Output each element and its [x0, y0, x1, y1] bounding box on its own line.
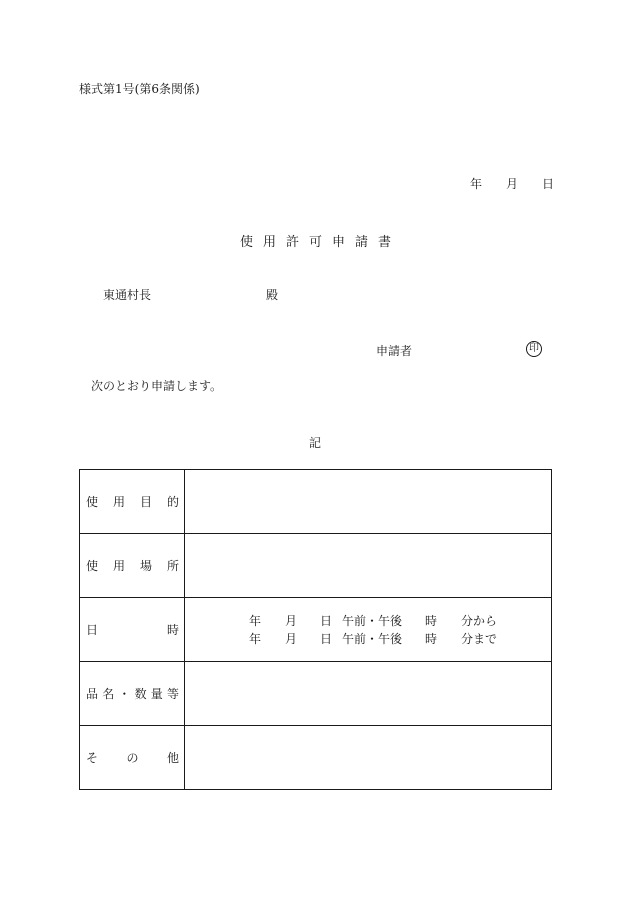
datetime-field[interactable]	[185, 598, 552, 662]
to-hour: 時	[425, 631, 438, 646]
location-field[interactable]	[185, 534, 552, 598]
label-char: の	[126, 751, 139, 765]
table-row	[80, 470, 552, 534]
label-char: ・	[118, 687, 131, 701]
from-month: 月	[285, 613, 298, 628]
to-year: 年	[249, 631, 262, 646]
label-char: 使	[86, 495, 99, 509]
to-ampm: 午前・午後	[342, 631, 403, 646]
location-label	[80, 534, 185, 598]
label-char: 的	[166, 495, 179, 509]
label-char: 日	[86, 623, 99, 637]
label-char: 数	[134, 687, 147, 701]
label-char: 名	[102, 687, 115, 701]
table-row	[80, 662, 552, 726]
date-day-label: 日	[542, 177, 555, 191]
form-number: 様式第1号(第6条関係)	[79, 82, 200, 96]
record-heading: 記	[309, 436, 322, 450]
seal-mark: 印	[526, 341, 542, 357]
label-char: 目	[139, 495, 152, 509]
datetime-label	[80, 598, 185, 662]
from-ampm: 午前・午後	[342, 613, 403, 628]
from-minute: 分から	[461, 613, 498, 628]
label-char: 用	[112, 495, 125, 509]
to-minute: 分まで	[461, 631, 498, 646]
date-line	[470, 175, 554, 192]
label-char: 時	[166, 623, 179, 637]
datetime-to-line	[185, 630, 551, 648]
document-title: 使用許可申請書	[240, 235, 402, 250]
from-day: 日	[320, 613, 333, 628]
purpose-field[interactable]	[185, 470, 552, 534]
date-month-label: 月	[506, 177, 519, 191]
item-quantity-label	[80, 662, 185, 726]
label-char: 場	[139, 559, 152, 573]
table-row	[80, 534, 552, 598]
addressee-honorific: 殿	[266, 288, 279, 302]
date-year-label: 年	[470, 177, 483, 191]
item-quantity-field[interactable]	[185, 662, 552, 726]
applicant-label: 申請者	[376, 344, 413, 358]
from-year: 年	[249, 613, 262, 628]
purpose-label	[80, 470, 185, 534]
label-char: 用	[112, 559, 125, 573]
label-char: 等	[166, 687, 179, 701]
label-char: 使	[86, 559, 99, 573]
intro-text: 次のとおり申請します。	[91, 379, 223, 393]
from-hour: 時	[425, 613, 438, 628]
datetime-from-line	[185, 612, 551, 630]
application-table	[79, 469, 552, 790]
to-month: 月	[285, 631, 298, 646]
table-row	[80, 726, 552, 790]
label-char: 品	[86, 687, 99, 701]
addressee-name: 東通村長	[103, 288, 152, 302]
table-row	[80, 598, 552, 662]
other-label	[80, 726, 185, 790]
to-day: 日	[320, 631, 333, 646]
label-char: 量	[150, 687, 163, 701]
label-char: 他	[166, 751, 179, 765]
other-field[interactable]	[185, 726, 552, 790]
label-char: そ	[86, 751, 99, 765]
label-char: 所	[166, 559, 179, 573]
